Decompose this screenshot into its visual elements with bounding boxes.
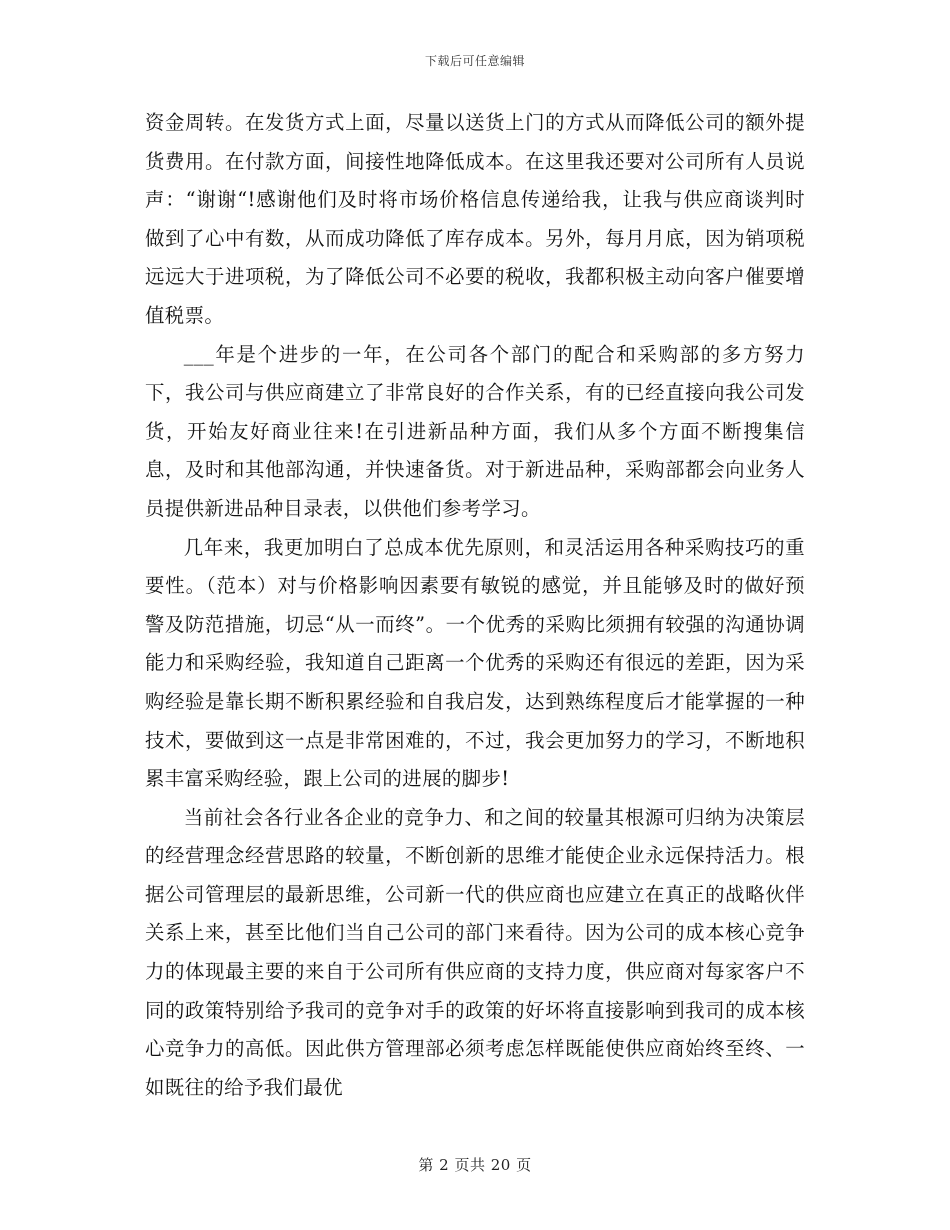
document-body — [145, 104, 805, 1107]
page-number-footer: 第 2 页共 20 页 — [418, 1156, 532, 1174]
paragraph-1: 资金周转。在发货方式上面，尽量以送货上门的方式从而降低公司的额外提货费用。在付款方面，间接性地降低成本。在这里我还要对公司所有人员说声：“谢谢“!感谢他们及时将市场价格信息传递给我，让我与供应商谈判时做到了心中有数，从而成功降低了库存成本。另外，每月月底，因为销项税远远大于进项税，为了降低公司不必要的税收，我都积极主动向客户催要增值税票。 — [145, 111, 805, 327]
paragraph-3: 几年来，我更加明白了总成本优先原则，和灵活运用各种采购技巧的重要性。（范本）对与价格影响因素要有敏锐的感觉，并且能够及时的做好预警及防范措施，切忌“从一而终”。一个优秀的采购比须拥有较强的沟通协调能力和采购经验，我知道自己距离一个优秀的采购还有很远的差距，因为采购经验是靠长期不断积累经验和自我启发，达到熟练程度后才能掌握的一种技术，要做到这一点是非常困难的，不过，我会更加努力的学习，不断地积累丰富采购经验，跟上公司的进展的脚步! — [145, 535, 805, 791]
paragraph-4: 当前社会各行业各企业的竞争力、和之间的较量其根源可归纳为决策层的经营理念经营思路的较量，不断创新的思维才能使企业永远保持活力。根据公司管理层的最新思维，公司新一代的供应商也应建立在真正的战略伙伴关系上来，甚至比他们当自己公司的部门来看待。因为公司的成本核心竞争力的体现最主要的来自于公司所有供应商的支持力度，供应商对每家客户不同的政策特别给予我司的竞争对手的政策的好坏将直接影响到我司的成本核心竞争力的高低。因此供方管理部必须考虑怎样既能使供应商始终至终、一如既往的给予我们最优 — [145, 805, 805, 1099]
page-header: 下载后可任意编辑 — [424, 54, 525, 68]
paragraph-2: ___年是个进步的一年，在公司各个部门的配合和采购部的多方努力下，我公司与供应商建立了非常良好的合作关系，有的已经直接向我公司发货，开始友好商业往来!在引进新品种方面，我们从多个方面不断搜集信息，及时和其他部沟通，并快速备货。对于新进品种，采购部都会向业务人员提供新进品种目录表，以供他们参考学习。 — [145, 342, 805, 520]
